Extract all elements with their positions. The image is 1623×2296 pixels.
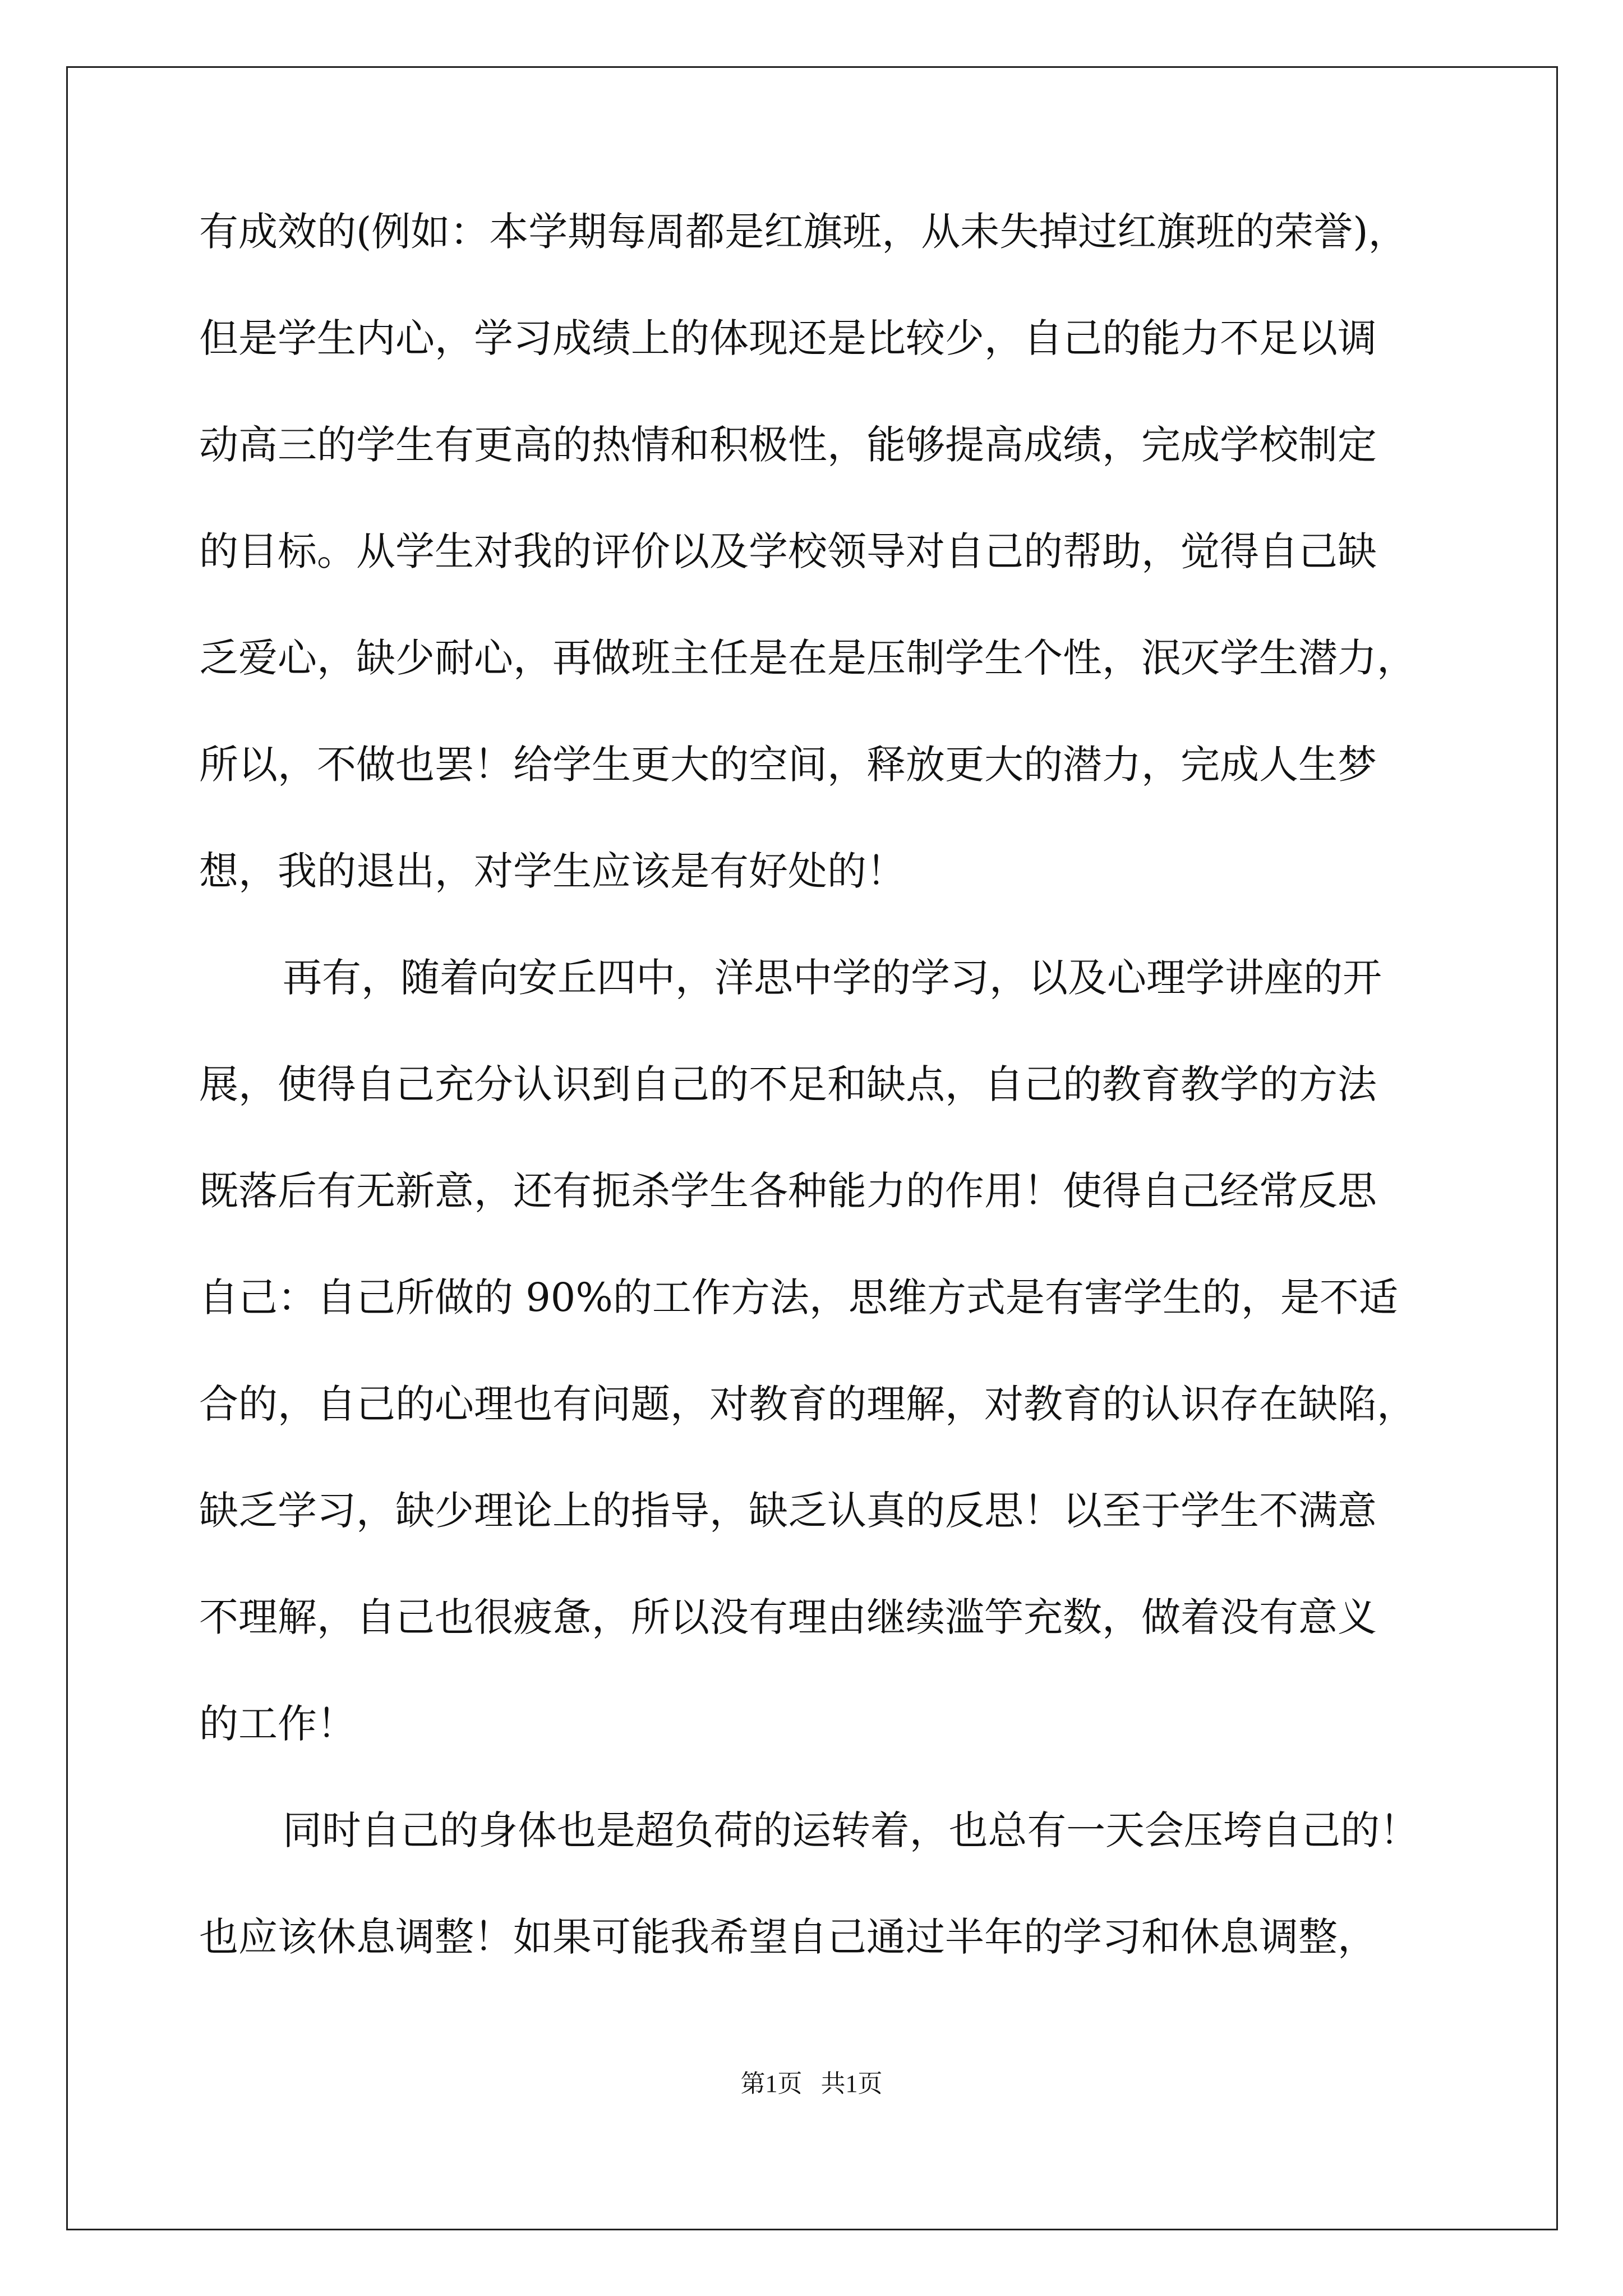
text-line: 有成效的(例如：本学期每周都是红旗班，从未失掉过红旗班的荣誉)， <box>199 209 1408 255</box>
page-footer: 第1页 共1页 <box>740 2070 883 2097</box>
text-line: 的工作！ <box>199 1701 356 1747</box>
text-line: 但是学生内心，学习成绩上的体现还是比较少，自己的能力不足以调 <box>199 315 1377 361</box>
text-line: 动高三的学生有更高的热情和积极性，能够提高成绩，完成学校制定 <box>199 422 1377 468</box>
page-border <box>66 66 1558 2230</box>
text-line: 缺乏学习，缺少理论上的指导，缺乏认真的反思！以至于学生不满意 <box>199 1488 1377 1534</box>
text-line: 展，使得自己充分认识到自己的不足和缺点，自己的教育教学的方法 <box>199 1061 1377 1107</box>
text-line: 所以，不做也罢！给学生更大的空间，释放更大的潜力，完成人生梦 <box>199 742 1377 788</box>
text-line: 合的，自己的心理也有问题，对教育的理解，对教育的认识存在缺陷， <box>199 1381 1416 1427</box>
text-line: 不理解，自己也很疲惫，所以没有理由继续滥竽充数，做着没有意义 <box>199 1594 1377 1640</box>
text-line: 既落后有无新意，还有扼杀学生各种能力的作用！使得自己经常反思 <box>199 1168 1377 1214</box>
paragraph-first-line: 再有，随着向安丘四中，洋思中学的学习，以及心理学讲座的开 <box>283 955 1382 1001</box>
paragraph-first-line: 同时自己的身体也是超负荷的运转着，也总有一天会压垮自己的！ <box>283 1807 1419 1853</box>
text-line: 也应该休息调整！如果可能我希望自己通过半年的学习和休息调整， <box>199 1914 1377 1960</box>
text-line: 乏爱心，缺少耐心，再做班主任是在是压制学生个性，泯灭学生潜力， <box>199 635 1416 681</box>
text-line: 自己：自己所做的 90%的工作方法，思维方式是有害学生的，是不适 <box>199 1274 1398 1320</box>
text-line: 想，我的退出，对学生应该是有好处的！ <box>199 848 906 894</box>
text-line: 的目标。从学生对我的评价以及学校领导对自己的帮助，觉得自己缺 <box>199 528 1377 574</box>
